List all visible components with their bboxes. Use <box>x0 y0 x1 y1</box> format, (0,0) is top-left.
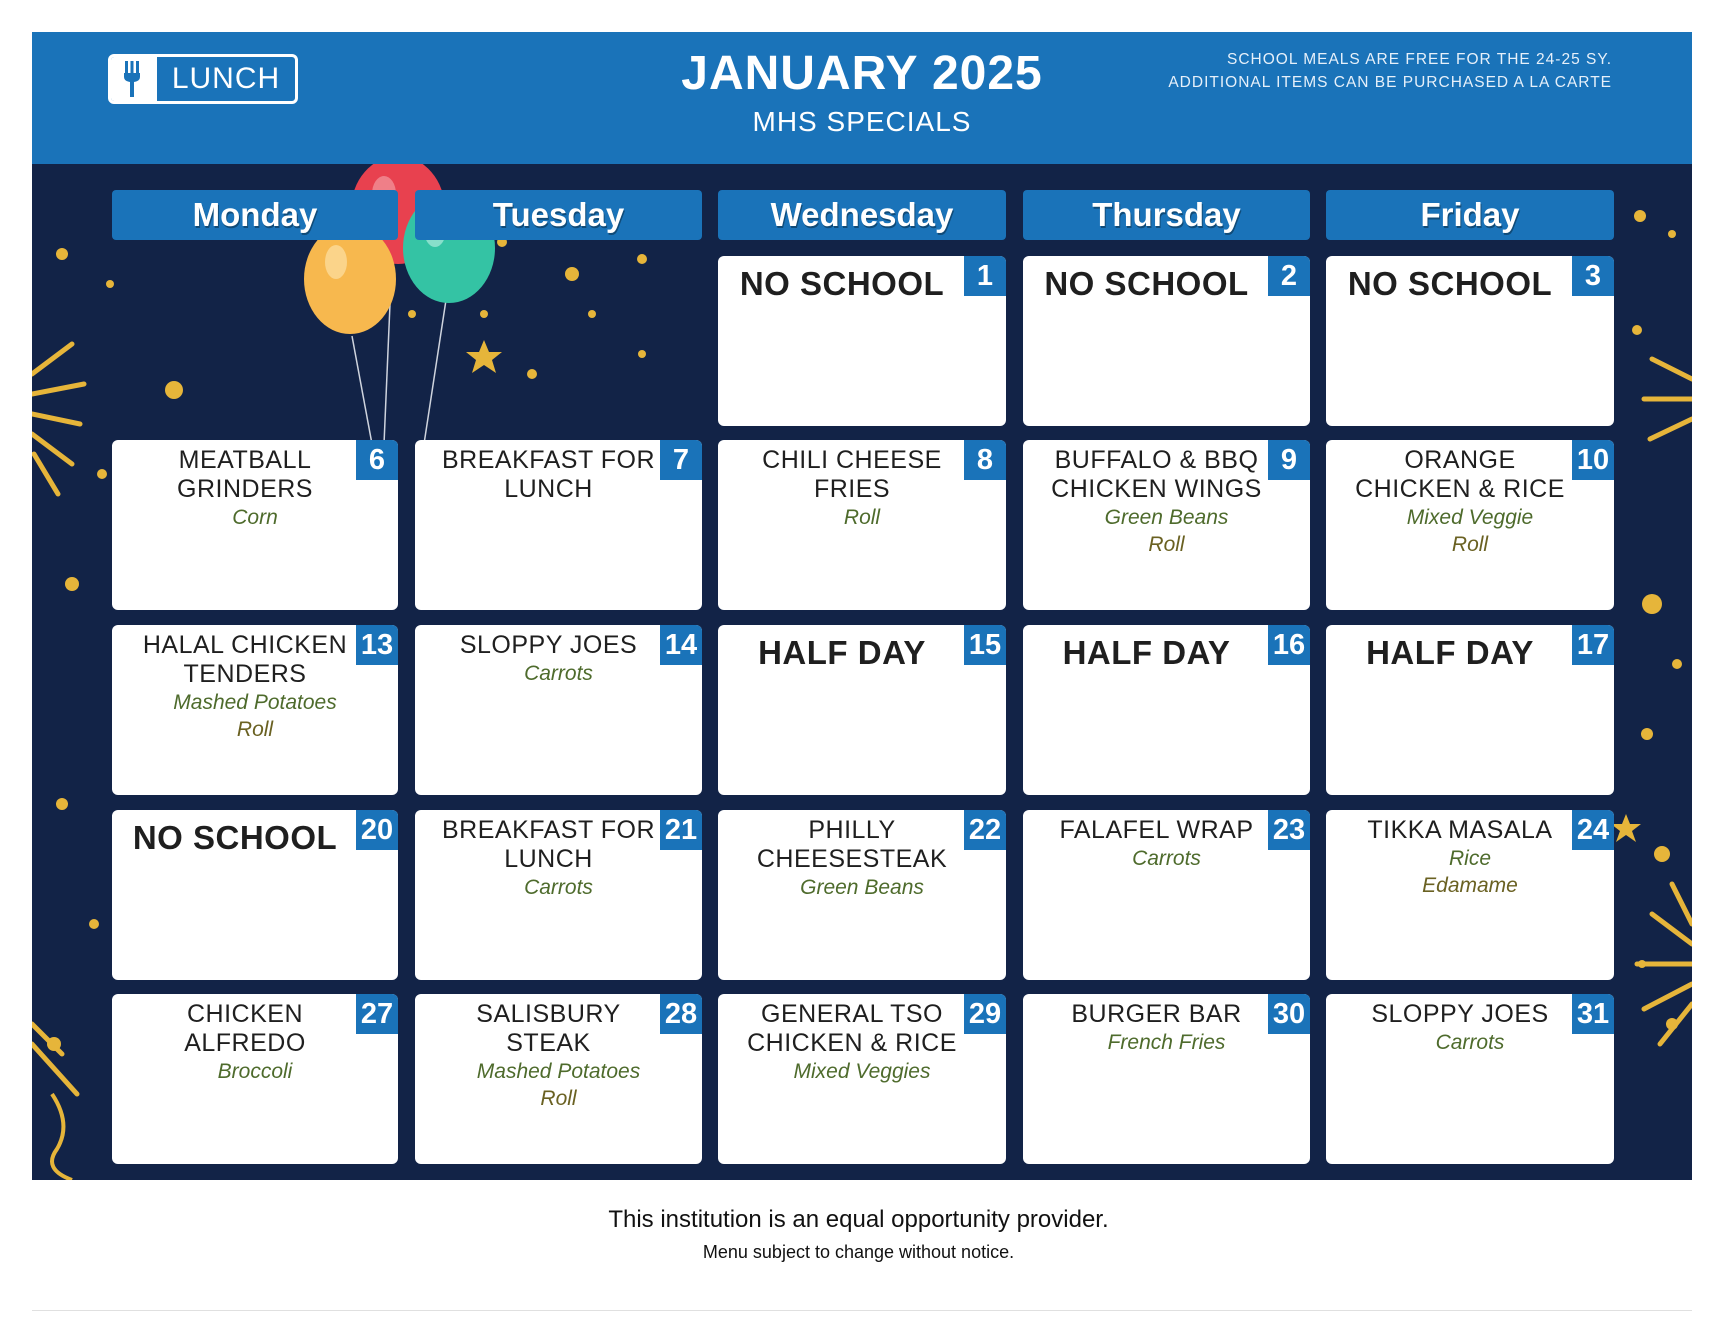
date-number: 20 <box>356 810 398 850</box>
side-item: Corn <box>232 506 278 529</box>
day-cell <box>415 994 702 1164</box>
day-status: NO SCHOOL <box>1347 265 1553 302</box>
entree-name: BREAKFAST FOR LUNCH <box>441 816 656 873</box>
menu-change-notice: Menu subject to change without notice. <box>702 1242 1015 1262</box>
date-number: 1 <box>964 256 1006 296</box>
day-status: NO SCHOOL <box>739 265 945 302</box>
day-cell <box>1326 440 1614 610</box>
entree-name: SALISBURY STEAK <box>476 1000 621 1057</box>
page-subtitle: MHS SPECIALS <box>752 106 972 137</box>
entree-name: SLOPPY JOES <box>459 631 638 659</box>
date-number: 21 <box>660 810 702 850</box>
side-item: Mashed Potatoes <box>476 1060 641 1083</box>
meal-notice <box>1168 48 1612 94</box>
day-cell <box>1326 994 1614 1164</box>
day-cell <box>112 994 398 1164</box>
day-cell <box>112 625 398 795</box>
date-number: 23 <box>1268 810 1310 850</box>
date-number: 8 <box>964 440 1006 480</box>
day-header-friday: Friday <box>1326 190 1614 240</box>
entree-name: MEATBALL GRINDERS <box>177 446 313 503</box>
day-status: HALF DAY <box>1062 634 1231 671</box>
day-cell <box>718 625 1006 795</box>
date-number: 10 <box>1572 440 1614 480</box>
side-item: Broccoli <box>217 1060 293 1083</box>
side-item: Edamame <box>1422 874 1518 897</box>
side-item: Mixed Veggie <box>1406 506 1534 529</box>
day-header-wednesday: Wednesday <box>718 190 1006 240</box>
date-number: 30 <box>1268 994 1310 1034</box>
day-cell <box>1023 994 1310 1164</box>
side-item: Carrots <box>524 876 593 899</box>
date-number: 17 <box>1572 625 1614 665</box>
meal-notice-line2: ADDITIONAL ITEMS CAN BE PURCHASED A LA CARTE <box>1168 74 1612 91</box>
meal-notice-line1: SCHOOL MEALS ARE FREE FOR THE 24-25 SY. <box>1227 51 1612 68</box>
date-number: 28 <box>660 994 702 1034</box>
day-cell <box>718 440 1006 610</box>
side-item: Roll <box>1451 533 1489 556</box>
day-cell <box>415 440 702 610</box>
date-number: 22 <box>964 810 1006 850</box>
day-cell <box>1326 625 1614 795</box>
day-cell <box>1326 810 1614 980</box>
day-cell <box>1326 256 1614 426</box>
side-item: Roll <box>540 1087 577 1110</box>
side-item: Mixed Veggies <box>793 1060 931 1083</box>
day-cell <box>415 625 702 795</box>
date-number: 13 <box>356 625 398 665</box>
equal-opportunity-statement: This institution is an equal opportunity provider. <box>608 1206 1109 1233</box>
side-item: Green Beans <box>800 876 924 899</box>
day-status: HALF DAY <box>758 634 926 671</box>
date-number: 16 <box>1268 625 1310 665</box>
page-title: JANUARY 2025 <box>681 47 1043 100</box>
date-number: 29 <box>964 994 1006 1034</box>
entree-name: CHILI CHEESE FRIES <box>762 446 942 503</box>
calendar-area <box>32 164 1692 1180</box>
header-banner <box>32 32 1692 164</box>
entree-name: TIKKA MASALA <box>1367 816 1553 844</box>
day-status: HALF DAY <box>1366 634 1534 671</box>
entree-name: ORANGE CHICKEN & RICE <box>1355 446 1565 503</box>
side-item: Carrots <box>1132 847 1201 870</box>
entree-name: GENERAL TSO CHICKEN & RICE <box>747 1000 957 1057</box>
entree-name: FALAFEL WRAP <box>1059 816 1254 844</box>
day-cell <box>112 440 398 610</box>
logo-label: LUNCH <box>171 62 281 95</box>
day-cell <box>1023 625 1310 795</box>
date-number: 24 <box>1572 810 1614 850</box>
bottom-divider <box>32 1310 1692 1311</box>
day-cell <box>415 810 702 980</box>
side-item: Carrots <box>1435 1031 1505 1054</box>
day-header-thursday: Thursday <box>1023 190 1310 240</box>
entree-name: PHILLY CHEESESTEAK <box>756 816 948 873</box>
day-header-monday: Monday <box>112 190 398 240</box>
day-cell <box>1023 810 1310 980</box>
day-cell <box>1023 440 1310 610</box>
entree-name: BURGER BAR <box>1071 1000 1242 1028</box>
date-number: 31 <box>1572 994 1614 1034</box>
entree-name: SLOPPY JOES <box>1371 1000 1549 1028</box>
entree-name: BUFFALO & BBQ CHICKEN WINGS <box>1051 446 1262 503</box>
side-item: French Fries <box>1107 1031 1226 1054</box>
date-number: 14 <box>660 625 702 665</box>
date-number: 6 <box>356 440 398 480</box>
side-item: Green Beans <box>1104 506 1229 529</box>
side-item: Carrots <box>524 662 593 685</box>
entree-name: CHICKEN ALFREDO <box>184 1000 306 1057</box>
day-header-tuesday: Tuesday <box>415 190 702 240</box>
day-cell <box>718 994 1006 1164</box>
side-item: Mashed Potatoes <box>173 691 337 714</box>
day-status: NO SCHOOL <box>1044 265 1249 302</box>
side-item: Rice <box>1448 847 1491 870</box>
day-cell <box>1023 256 1310 426</box>
date-number: 27 <box>356 994 398 1034</box>
side-item: Roll <box>843 506 881 529</box>
day-status: NO SCHOOL <box>132 819 338 856</box>
day-cell <box>112 810 398 980</box>
date-number: 2 <box>1268 256 1310 296</box>
entree-name: BREAKFAST FOR LUNCH <box>441 446 656 503</box>
side-item: Roll <box>236 718 274 741</box>
date-number: 3 <box>1572 256 1614 296</box>
date-number: 15 <box>964 625 1006 665</box>
side-item: Roll <box>1148 533 1185 556</box>
entree-name: HALAL CHICKEN TENDERS <box>142 631 348 688</box>
date-number: 7 <box>660 440 702 480</box>
day-cell <box>718 256 1006 426</box>
day-cell <box>718 810 1006 980</box>
date-number: 9 <box>1268 440 1310 480</box>
